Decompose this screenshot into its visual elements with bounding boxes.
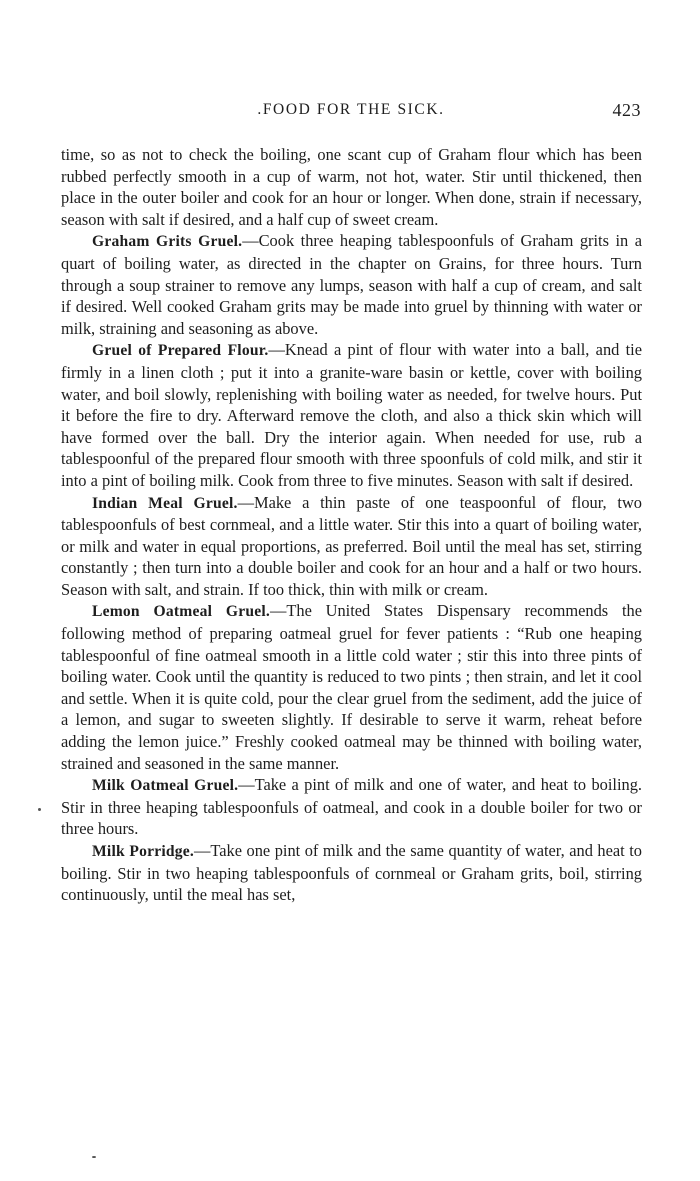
margin-speck — [38, 808, 41, 811]
recipe-text: —The United States Dispensary recommends the following method of preparing oatmeal gruel for fever patients : “Rub one heaping tablespoonful of fine oatmeal smooth in a little cold water ; stir this into three pints of boiling water. Cook until the quantity is reduced to two pints ; then strain, and let it cool and settle. When it is quite cold, pour the clear gruel from the sediment, add the juice of a lemon, and sugar to sweeten slightly. If desirable to serve it warm, reheat before adding the lemon juice.” Freshly cooked oatmeal may be thinned with boiling water, strained and seasoned in the same manner. — [61, 601, 642, 773]
running-title: .FOOD FOR THE SICK. — [257, 101, 445, 118]
continued-paragraph — [61, 144, 642, 230]
recipe-title: Indian Meal Gruel. — [92, 494, 238, 512]
recipe-title: Lemon Oatmeal Gruel. — [92, 603, 270, 621]
recipe-title: Milk Porridge. — [92, 843, 194, 860]
recipe-text: —Take a pint of milk and one of water, and heat to boiling. Stir in three heaping tablespoonfuls of oatmeal, and cook in a double boiler for two or three hours. — [61, 775, 643, 839]
recipe-milk-oatmeal-gruel — [61, 774, 642, 840]
recipe-text: —Knead a pint of flour with water into a ball, and tie firmly in a linen cloth ; put it into a granite-ware basin or kettle, cover with boiling water, and boil slowly, replenishing with boiling water as needed, for twelve hours. Put it before the fire to dry. Afterward remove the cloth, and also a thick skin which will have formed over the ball. Dry the interior again. When needed for use, rub a tablespoonful of the prepared flour smooth with three spoonfuls of cold milk, and stir it into a pint of boiling milk. Cook from three to five minutes. Season with salt if desired. — [61, 340, 642, 490]
recipe-text: —Take one pint of milk and the same quantity of water, and heat to boiling. Stir in two heaping tablespoonfuls of cornmeal or Graham grits, boil, stirring continuously, until the meal has set, — [61, 841, 643, 905]
recipe-graham-grits-gruel — [61, 230, 642, 339]
recipe-milk-porridge — [61, 840, 642, 906]
paragraph-text: time, so as not to check the boiling, one scant cup of Graham flour which has been rubbed perfectly smooth in a cup of warm, not hot, water. Stir until thickened, then place in the outer boiler and cook for an hour or longer. When done, strain if necessary, season with salt if desired, and a half cup of sweet cream. — [61, 145, 642, 229]
recipe-title: Milk Oatmeal Gruel. — [92, 777, 239, 795]
margin-speck — [92, 1156, 96, 1158]
running-head — [61, 101, 641, 125]
recipe-lemon-oatmeal-gruel — [61, 600, 642, 774]
recipe-text: —Cook three heaping tablespoonfuls of Graham grits in a quart of boiling water, as directed in the chapter on Grains, for three hours. Turn through a soup strainer to remove any lumps, season with half a cup of cream, and salt if desired. Well cooked Graham grits may be made into gruel by thinning with water or milk, straining and seasoning as above. — [61, 231, 642, 338]
recipe-text: —Make a thin paste of one teaspoonful of flour, two tablespoonfuls of best cornmeal, and a little water. Stir this into a quart of boiling water, or milk and water in equal proportions, as preferred. Boil until the meal has set, stirring constantly ; then turn into a double boiler and cook for an hour and a half or two hours. Season with salt, and strain. If too thick, thin with milk or cream. — [61, 492, 643, 599]
page-body — [61, 144, 642, 906]
page-number: 423 — [612, 100, 641, 120]
recipe-title: Graham Grits Gruel. — [92, 233, 243, 251]
recipe-gruel-of-prepared-flour — [61, 339, 642, 491]
recipe-title: Gruel of Prepared Flour. — [92, 342, 269, 360]
recipe-indian-meal-gruel — [61, 492, 642, 601]
